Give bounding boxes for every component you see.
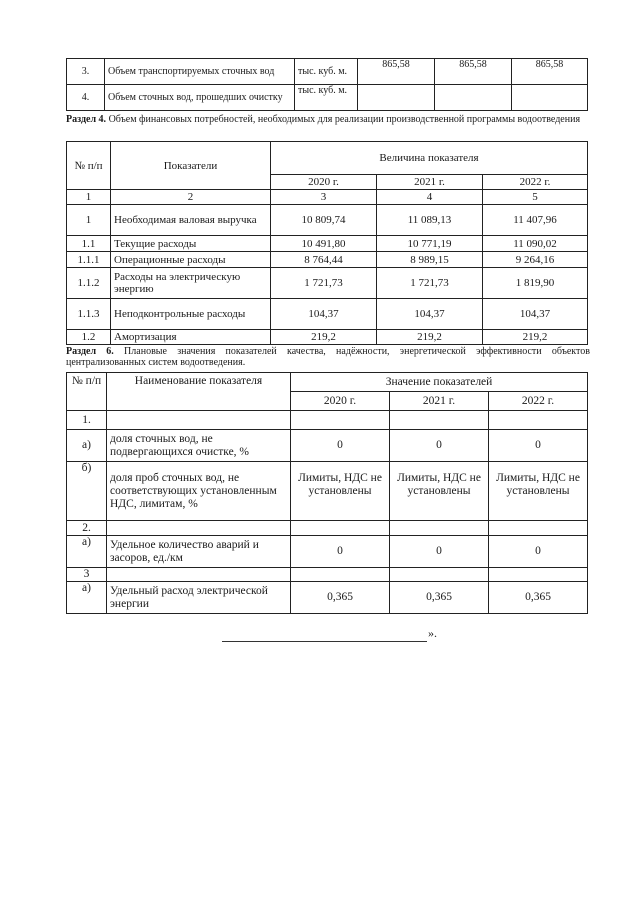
header-number: № п/п [67,373,107,411]
value-2020: 0 [291,430,390,462]
value-2022: Лимиты, НДС не установлены [489,462,588,521]
value-2021: Лимиты, НДС не установлены [390,462,489,521]
row-name: Амортизация [111,330,271,345]
value-2022: 104,37 [483,299,588,330]
value-2021: 104,37 [377,299,483,330]
section-title: Плановые значения показателей качества, надёжности, энергетической эффективности объектов централизованных систем водоотведения. [66,346,590,368]
group-row [67,568,588,582]
row-name: Текущие расходы [111,236,271,252]
section-label: Раздел 6. [66,346,114,357]
value-2020: 8 764,44 [271,252,377,268]
value-2020: 219,2 [271,330,377,345]
value-2020: 865,58 [358,59,435,85]
value-2020: 104,37 [271,299,377,330]
year-2022: 2022 г. [483,175,588,190]
value-2021: 219,2 [377,330,483,345]
value-2022: 11 090,02 [483,236,588,252]
group-row [67,411,588,430]
row-number: 4. [67,85,105,111]
table-row [67,330,588,345]
row-unit: тыс. куб. м. [295,59,358,85]
row-number: а) [67,536,107,568]
value-2022: 219,2 [483,330,588,345]
row-number: 1.1.2 [67,268,111,299]
table-row [67,299,588,330]
table-row [67,536,588,568]
group-number: 2. [67,521,107,536]
value-2022: 865,58 [512,59,588,85]
year-2021: 2021 г. [390,392,489,411]
header-value: Значение показателей [291,373,588,392]
row-name: Удельное количество аварий и засоров, ед./км [107,536,291,568]
row-name: доля сточных вод, не подвергающихся очистке, % [107,430,291,462]
value-2021: 1 721,73 [377,268,483,299]
value-2021: 11 089,13 [377,205,483,236]
year-2020: 2020 г. [291,392,390,411]
row-number: 1.1.3 [67,299,111,330]
value-2021: 8 989,15 [377,252,483,268]
group-number: 1. [67,411,107,430]
value-2021: 0 [390,430,489,462]
value-2020: 10 491,80 [271,236,377,252]
year-2021: 2021 г. [377,175,483,190]
value-2022: 11 407,96 [483,205,588,236]
section-4-heading [66,114,590,125]
row-number: б) [67,462,107,521]
table-row [67,59,588,85]
row-name: доля проб сточных вод, не соответствующих установленным НДС, лимитам, % [107,462,291,521]
header-value: Величина показателя [271,142,588,175]
row-number: а) [67,430,107,462]
value-2021 [435,85,512,111]
value-2020: 0,365 [291,582,390,614]
year-2022: 2022 г. [489,392,588,411]
financial-needs-table [66,141,588,345]
row-name: Объем транспортируемых сточных вод [105,59,295,85]
value-2022: 0 [489,536,588,568]
value-2022 [512,85,588,111]
closing-quote: ». [428,626,437,640]
value-2020: 0 [291,536,390,568]
group-number: 3 [67,568,107,582]
table-row [67,268,588,299]
value-2022: 9 264,16 [483,252,588,268]
value-2022: 1 819,90 [483,268,588,299]
row-number: а) [67,582,107,614]
column-number: 3 [271,190,377,205]
table-row [67,205,588,236]
row-name: Необходимая валовая выручка [111,205,271,236]
table-row [67,85,588,111]
table-row [67,462,588,521]
row-unit: тыс. куб. м. [295,85,358,111]
value-2020 [358,85,435,111]
column-number: 1 [67,190,111,205]
table-row [67,252,588,268]
table-row [67,582,588,614]
section-label: Раздел 4. [66,114,107,125]
value-2021: 0,365 [390,582,489,614]
row-number: 1.1 [67,236,111,252]
year-2020: 2020 г. [271,175,377,190]
row-number: 1.2 [67,330,111,345]
value-2020: Лимиты, НДС не установлены [291,462,390,521]
header-indicator-name: Наименование показателя [107,373,291,411]
signature-line [222,631,427,642]
row-name: Расходы на электрическую энергию [111,268,271,299]
value-2021: 10 771,19 [377,236,483,252]
table-row [67,430,588,462]
row-number: 1 [67,205,111,236]
header-number: № п/п [67,142,111,190]
table-row [67,236,588,252]
row-name: Операционные расходы [111,252,271,268]
row-name: Неподконтрольные расходы [111,299,271,330]
quality-indicators-table [66,372,588,614]
row-number: 1.1.1 [67,252,111,268]
row-number: 3. [67,59,105,85]
row-name: Объем сточных вод, прошедших очистку [105,85,295,111]
header-indicators: Показатели [111,142,271,190]
value-2020: 10 809,74 [271,205,377,236]
row-name: Удельный расход электрической энергии [107,582,291,614]
value-2021: 865,58 [435,59,512,85]
value-2022: 0 [489,430,588,462]
column-numbers-row [67,190,588,205]
group-row [67,521,588,536]
value-2021: 0 [390,536,489,568]
column-number: 2 [111,190,271,205]
value-2022: 0,365 [489,582,588,614]
column-number: 5 [483,190,588,205]
transport-volume-table [66,58,588,111]
value-2020: 1 721,73 [271,268,377,299]
section-6-heading [66,346,590,368]
column-number: 4 [377,190,483,205]
section-title: Объем финансовых потребностей, необходимых для реализации производственной программы водоотведения [106,114,581,125]
